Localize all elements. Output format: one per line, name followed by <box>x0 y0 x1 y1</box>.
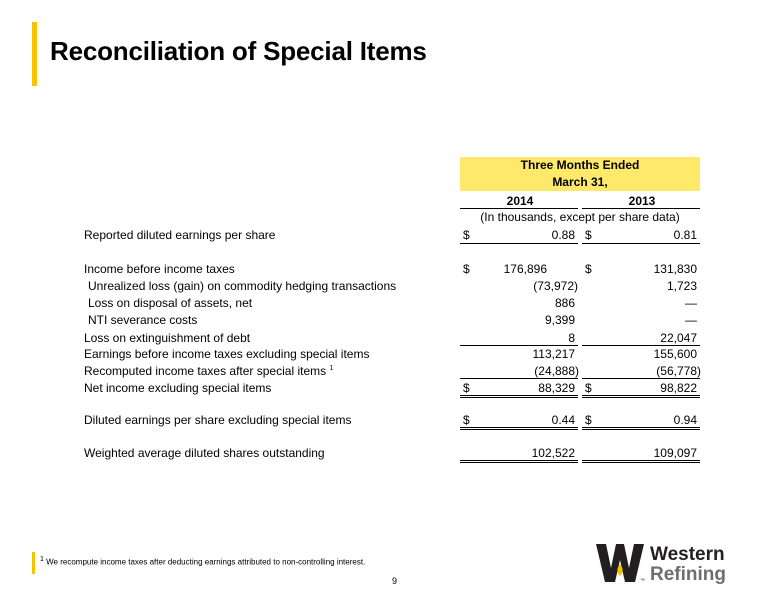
total-double-rule <box>582 395 700 398</box>
row-label: Loss on extinguishment of debt <box>84 331 251 345</box>
row-label: Recomputed income taxes after special items $^1$ <box>84 364 334 378</box>
subtotal-rule <box>460 345 578 346</box>
units-note: (In thousands, except per share data) <box>480 210 680 224</box>
row-rule <box>460 243 578 244</box>
page-title: Reconciliation of Special Items <box>50 36 427 66</box>
value-2014: 8 <box>568 331 575 345</box>
period-header-date: March 31, <box>552 175 608 189</box>
value-2014: 88,329 <box>538 381 575 395</box>
value-2014: 0.88 <box>551 228 575 242</box>
currency-symbol: $ <box>463 413 470 427</box>
value-2014: 9,399 <box>544 313 575 327</box>
value-2013: 22,047 <box>660 331 697 345</box>
value-2013: (56,778) <box>656 364 701 378</box>
value-2014: 113,217 <box>532 347 575 361</box>
year-2014-rule <box>460 208 578 209</box>
row-label: Earnings before income taxes excluding special items <box>84 347 370 361</box>
value-2013: — <box>685 313 697 327</box>
row-label: Net income excluding special items <box>84 381 272 395</box>
row-label: Reported diluted earnings per share <box>84 228 276 242</box>
value-2014: (73,972) <box>533 279 578 293</box>
subtotal-rule <box>582 345 700 346</box>
value-2013: 98,822 <box>660 381 697 395</box>
value-2013: 0.81 <box>673 228 697 242</box>
value-2013: 131,830 <box>653 262 697 276</box>
currency-symbol: $ <box>463 381 470 395</box>
logo-word-western: Western <box>650 544 725 565</box>
title-accent-bar <box>32 22 37 86</box>
value-2014: 176,896 <box>503 262 547 276</box>
value-2013: — <box>685 296 697 310</box>
subtotal-rule <box>460 378 578 379</box>
logo-word-refining: Refining <box>650 564 726 585</box>
value-2013: 0.94 <box>673 413 697 427</box>
total-double-rule <box>460 427 578 430</box>
row-label: Weighted average diluted shares outstanding <box>84 446 325 460</box>
value-2014: (24,888) <box>534 364 579 378</box>
subtotal-rule <box>582 378 700 379</box>
total-double-rule <box>460 395 578 398</box>
value-2014: 102,522 <box>531 446 575 460</box>
year-2014-header: 2014 <box>506 194 534 208</box>
year-2013-rule <box>582 208 700 209</box>
row-label: NTI severance costs <box>88 313 198 327</box>
total-double-rule <box>582 460 700 463</box>
value-2013: 109,097 <box>653 446 697 460</box>
value-2014: 886 <box>554 296 575 310</box>
currency-symbol: $ <box>463 228 470 242</box>
period-header: Three Months Ended <box>520 158 640 172</box>
total-double-rule <box>582 427 700 430</box>
row-label: Unrealized loss (gain) on commodity hedging transactions <box>88 279 397 293</box>
total-double-rule <box>460 460 578 463</box>
footnote-marker: 1 <box>40 556 44 563</box>
footnote-accent-bar <box>32 552 35 574</box>
currency-symbol: $ <box>585 228 592 242</box>
value-2013: 1,723 <box>666 279 697 293</box>
value-2014: 0.44 <box>551 413 575 427</box>
currency-symbol: $ <box>463 262 470 276</box>
row-label: Income before income taxes <box>84 262 235 276</box>
trademark-mark: ™ <box>640 578 645 584</box>
year-2013-header: 2013 <box>628 194 656 208</box>
row-rule <box>582 243 700 244</box>
currency-symbol: $ <box>585 381 592 395</box>
value-2013: 155,600 <box>653 347 697 361</box>
currency-symbol: $ <box>585 262 592 276</box>
row-label: Diluted earnings per share excluding special items <box>84 413 352 427</box>
western-refining-logo <box>596 542 756 586</box>
footnote-marker: 1 <box>329 365 334 372</box>
page-number: 9 <box>392 576 398 586</box>
w-mark-icon <box>596 544 644 582</box>
currency-symbol: $ <box>585 413 592 427</box>
row-label: Loss on disposal of assets, net <box>88 296 253 310</box>
footnote: $^1$ We recompute income taxes after deducting earnings attributed to non-controlling interest. <box>40 556 366 567</box>
